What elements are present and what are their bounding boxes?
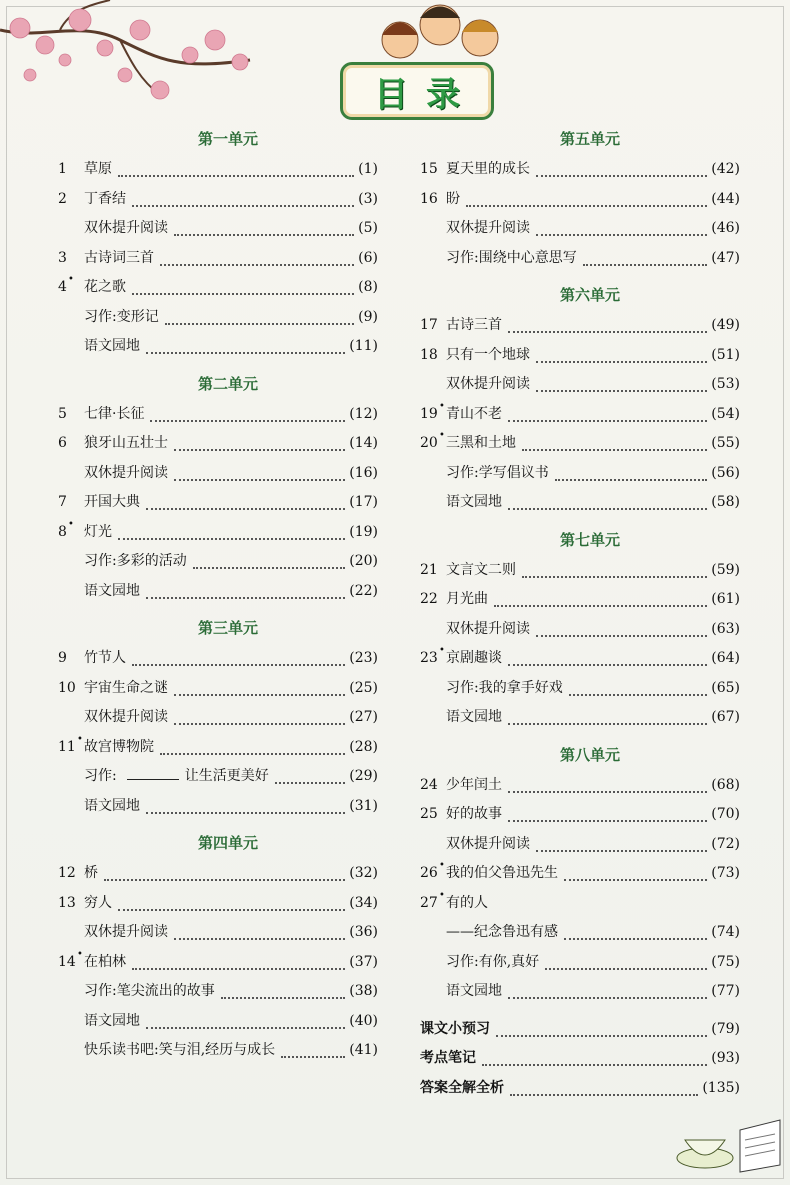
entry-title: 只有一个地球 — [446, 346, 530, 363]
toc-lesson-entry — [58, 188, 378, 212]
page-number: (42) — [711, 161, 740, 177]
toc-lesson-entry — [420, 588, 740, 612]
dot-leader — [146, 811, 345, 814]
dot-leader — [508, 722, 707, 725]
toc-appendix-entry — [420, 1047, 740, 1071]
toc-sub-entry — [58, 335, 378, 359]
optional-lesson-mark: • — [77, 733, 83, 745]
entry-title: 考点笔记 — [420, 1050, 476, 1066]
toc-sub-entry — [420, 373, 740, 397]
lesson-number — [58, 161, 84, 177]
dot-leader — [536, 389, 707, 392]
toc-lesson-entry — [420, 314, 740, 338]
entry-title: 双休提升阅读 — [446, 220, 530, 236]
teacup-book-illustration — [670, 1110, 785, 1180]
page-number: (8) — [358, 279, 378, 295]
toc-sub-entry — [58, 462, 378, 486]
entry-title: 穷人 — [84, 894, 112, 911]
entry-title: 语文园地 — [446, 983, 502, 999]
entry-title: 丁香结 — [84, 190, 126, 207]
entry-title: 好的故事 — [446, 806, 502, 822]
toc-lesson-entry — [58, 948, 378, 975]
toc-lesson-entry — [420, 889, 740, 916]
dot-leader — [174, 233, 354, 236]
page-number: (53) — [711, 376, 740, 392]
page-number: (49) — [711, 317, 740, 333]
toc-lesson-entry — [420, 400, 740, 427]
dot-leader — [508, 790, 707, 793]
lesson-number-text: 17 — [420, 317, 438, 333]
page-number: (36) — [349, 924, 378, 940]
entry-title: 双休提升阅读 — [446, 620, 530, 637]
cherry-blossom-illustration — [0, 0, 260, 120]
lesson-number-text: 23 — [420, 650, 438, 666]
lesson-number — [420, 889, 446, 911]
toc-lesson-entry — [58, 733, 378, 760]
toc-lesson-entry — [420, 559, 740, 583]
entry-title: 语文园地 — [84, 582, 140, 599]
dot-leader — [193, 566, 346, 569]
page-number: (68) — [711, 776, 740, 793]
toc-lesson-entry — [58, 158, 378, 182]
lesson-number — [58, 274, 84, 295]
dot-leader — [536, 174, 707, 177]
page-number: (59) — [711, 561, 740, 578]
lesson-number — [58, 518, 84, 540]
fill-in-blank — [127, 779, 179, 780]
toc-sub-entry — [58, 921, 378, 945]
dot-leader — [221, 996, 346, 999]
lesson-number — [420, 591, 446, 607]
lesson-number-text: 8 — [58, 523, 67, 540]
toc-lesson-entry — [58, 247, 378, 271]
entry-title: 狼牙山五壮士 — [84, 435, 168, 451]
optional-lesson-mark: • — [439, 889, 445, 901]
dot-leader — [494, 604, 707, 607]
entry-title: 古诗三首 — [446, 317, 502, 333]
page-number: (40) — [349, 1012, 378, 1029]
entry-title: 习作:多彩的活动 — [84, 553, 187, 569]
lesson-number-text: 9 — [58, 650, 67, 666]
entry-title: 盼 — [446, 190, 460, 207]
page-number: (54) — [711, 405, 740, 422]
dot-leader — [160, 752, 345, 755]
lesson-number — [420, 562, 446, 578]
page-number: (55) — [711, 435, 740, 451]
entry-title: 开国大典 — [84, 494, 140, 510]
dot-leader — [508, 330, 707, 333]
page-number: (9) — [358, 308, 378, 325]
dot-leader — [522, 575, 707, 578]
dot-leader — [508, 419, 707, 422]
dot-leader — [536, 634, 707, 637]
lesson-number-text: 6 — [58, 435, 67, 451]
entry-title: 习作:变形记 — [84, 308, 159, 325]
page-number: (28) — [349, 738, 378, 755]
page-number: (32) — [349, 865, 378, 881]
entry-title: 快乐读书吧:笑与泪,经历与成长 — [84, 1042, 276, 1058]
page-number: (75) — [711, 953, 740, 970]
page-number: (72) — [711, 835, 740, 852]
dot-leader — [146, 1026, 345, 1029]
page-number: (135) — [702, 1079, 740, 1096]
unit-heading: 第二单元 — [197, 374, 258, 393]
dot-leader — [555, 478, 708, 481]
toc-sub-entry — [58, 795, 378, 819]
lesson-number-text: 19 — [420, 405, 438, 422]
dot-leader — [132, 967, 345, 970]
dot-leader — [146, 507, 345, 510]
entry-title: 语文园地 — [446, 494, 502, 510]
entry-title: 习作: — [84, 768, 117, 784]
toc-sub-entry — [58, 765, 378, 789]
lesson-number-text: 12 — [58, 865, 76, 881]
entry-title: 语文园地 — [84, 1012, 140, 1029]
page-number: (34) — [349, 894, 378, 911]
dot-leader — [522, 448, 707, 451]
entry-title: 双休提升阅读 — [84, 464, 168, 481]
lesson-number-text: 3 — [58, 249, 67, 266]
toc-sub-entry — [420, 247, 740, 271]
lesson-number — [58, 865, 84, 881]
toc-lesson-entry — [58, 892, 378, 916]
toc-sub-entry — [420, 462, 740, 486]
page-number: (70) — [711, 806, 740, 822]
page-number: (93) — [711, 1050, 740, 1066]
entry-title: 月光曲 — [446, 591, 488, 607]
page-number: (16) — [349, 464, 378, 481]
entry-title: 习作:有你,真好 — [446, 953, 540, 970]
entry-title: 三黑和土地 — [446, 435, 516, 451]
lesson-number — [420, 806, 446, 822]
lesson-number — [420, 777, 446, 793]
optional-lesson-mark: • — [439, 645, 445, 656]
dot-leader — [174, 693, 345, 696]
lesson-number-text: 22 — [420, 591, 438, 607]
page-number: (3) — [358, 190, 378, 207]
lesson-number — [420, 860, 446, 881]
dot-leader — [174, 478, 345, 481]
lesson-number — [58, 895, 84, 911]
dot-leader — [545, 967, 707, 970]
entry-title: 青山不老 — [446, 405, 502, 422]
dot-leader — [118, 174, 354, 177]
lesson-number-text: 24 — [420, 776, 438, 793]
dot-leader — [132, 663, 345, 666]
lesson-number — [420, 400, 446, 422]
page-number: (79) — [711, 1020, 740, 1037]
lesson-number — [58, 406, 84, 422]
toc-lesson-entry — [58, 403, 378, 427]
toc-lesson-entry — [420, 158, 740, 182]
lesson-number-text: 14 — [58, 953, 76, 970]
toc-sub-entry — [420, 618, 740, 642]
lesson-number — [58, 435, 84, 451]
entry-title: 古诗词三首 — [84, 249, 154, 266]
entry-title: 故宫博物院 — [84, 738, 154, 755]
toc-sub-entry — [58, 1010, 378, 1034]
dot-leader — [466, 204, 707, 207]
toc-sub-entry — [58, 550, 378, 574]
page-number: (29) — [349, 768, 378, 784]
lesson-number-text: 5 — [58, 405, 67, 422]
dot-leader — [174, 937, 345, 940]
toc-lesson-entry — [420, 774, 740, 798]
toc-sub-entry — [420, 980, 740, 1004]
toc-sub-entry — [58, 980, 378, 1004]
lesson-number — [420, 317, 446, 333]
page-number: (61) — [711, 591, 740, 607]
dot-leader — [160, 263, 354, 266]
dot-leader — [482, 1063, 707, 1066]
entry-title: 我的伯父鲁迅先生 — [446, 865, 558, 881]
page-number: (51) — [711, 346, 740, 363]
page-number: (31) — [349, 797, 378, 814]
toc-sub-entry — [420, 921, 740, 945]
dot-leader — [146, 351, 345, 354]
toc-lesson-entry — [420, 862, 740, 886]
page-number: (63) — [711, 620, 740, 637]
page-number: (73) — [711, 865, 740, 881]
page-title: 目录 — [374, 74, 478, 115]
dot-leader — [564, 937, 707, 940]
lesson-number-text: 2 — [58, 190, 67, 207]
page-number: (20) — [349, 553, 378, 569]
dot-leader — [510, 1093, 698, 1096]
lesson-number — [420, 347, 446, 363]
lesson-number — [58, 733, 84, 755]
dot-leader — [146, 596, 345, 599]
unit-heading: 第八单元 — [559, 745, 620, 764]
optional-lesson-mark: • — [439, 400, 445, 412]
toc-appendix-entry — [420, 1018, 740, 1042]
page-number: (37) — [349, 953, 378, 970]
page-number: (67) — [711, 709, 740, 725]
unit-heading: 第一单元 — [197, 130, 258, 148]
entry-title: 京剧趣谈 — [446, 650, 502, 666]
entry-title: 答案全解全析 — [420, 1079, 504, 1096]
toc-lesson-entry — [58, 491, 378, 515]
entry-title: 双休提升阅读 — [84, 220, 168, 236]
entry-title: 语文园地 — [84, 797, 140, 814]
page-number: (58) — [711, 494, 740, 510]
entry-title: 双休提升阅读 — [84, 709, 168, 725]
page-number: (46) — [711, 220, 740, 236]
page-number: (11) — [349, 338, 378, 354]
entry-title: 语文园地 — [84, 338, 140, 354]
optional-lesson-mark: • — [77, 948, 83, 960]
page-number: (38) — [349, 983, 378, 999]
dot-leader — [104, 878, 345, 881]
optional-lesson-mark: • — [439, 860, 445, 871]
page-number: (56) — [711, 464, 740, 481]
entry-title: 灯光 — [84, 523, 112, 540]
toc-lesson-entry — [420, 647, 740, 671]
page-number: (27) — [349, 709, 378, 725]
toc-sub-entry — [420, 491, 740, 515]
optional-lesson-mark: • — [439, 430, 445, 441]
lesson-number — [58, 948, 84, 970]
lesson-number-text: 11 — [58, 738, 76, 755]
entry-title: 语文园地 — [446, 709, 502, 725]
toc-sub-entry — [420, 217, 740, 241]
toc-sub-entry — [420, 706, 740, 730]
dot-leader — [508, 819, 707, 822]
entry-title-suffix: 让生活更美好 — [184, 768, 269, 784]
dot-leader — [536, 360, 707, 363]
page-number: (12) — [349, 405, 378, 422]
page-number: (1) — [358, 161, 378, 177]
toc-sub-entry — [58, 217, 378, 241]
lesson-number-text: 7 — [58, 494, 67, 510]
toc-sub-entry — [420, 951, 740, 975]
toc-sub-entry — [58, 306, 378, 330]
toc-lesson-entry — [420, 803, 740, 827]
dot-leader — [174, 448, 345, 451]
page-number: (14) — [349, 435, 378, 451]
dot-leader — [564, 878, 707, 881]
toc-sub-entry — [420, 833, 740, 857]
unit-heading: 第三单元 — [197, 619, 258, 637]
toc-lesson-entry — [420, 432, 740, 456]
entry-title: 双休提升阅读 — [446, 835, 530, 852]
unit-heading: 第六单元 — [559, 286, 620, 304]
lesson-number-text: 27 — [420, 894, 438, 911]
entry-title: 习作:学写倡议书 — [446, 464, 549, 481]
lesson-number-text: 10 — [58, 679, 76, 696]
dot-leader — [508, 507, 707, 510]
entry-title: 少年闰土 — [446, 776, 502, 793]
lesson-number-text: 13 — [58, 894, 76, 911]
dot-leader — [118, 537, 345, 540]
dot-leader — [508, 996, 707, 999]
toc-appendix-entry — [420, 1077, 740, 1101]
toc-lesson-entry — [420, 344, 740, 368]
page-number: (6) — [358, 249, 378, 266]
entry-title: 课文小预习 — [420, 1020, 490, 1037]
dot-leader — [275, 781, 346, 784]
toc-lesson-entry — [58, 518, 378, 545]
unit-heading: 第七单元 — [559, 530, 620, 549]
page-number: (41) — [349, 1042, 378, 1058]
lesson-number-text: 16 — [420, 190, 438, 207]
entry-title: 夏天里的成长 — [446, 161, 530, 177]
lesson-number — [420, 430, 446, 451]
dot-leader — [496, 1034, 707, 1037]
dot-leader — [150, 419, 345, 422]
toc-lesson-entry — [58, 862, 378, 886]
dot-leader — [536, 849, 707, 852]
toc-sub-entry — [58, 580, 378, 604]
lesson-number-text: 21 — [420, 561, 438, 578]
dot-leader — [569, 693, 708, 696]
dot-leader — [583, 263, 708, 266]
page-number: (19) — [349, 523, 378, 540]
entry-title: 习作:围绕中心意思写 — [446, 249, 577, 266]
entry-title: 双休提升阅读 — [84, 924, 168, 940]
page-number: (65) — [711, 679, 740, 696]
page-number: (17) — [349, 494, 378, 510]
toc-lesson-entry — [420, 188, 740, 212]
lesson-number — [58, 250, 84, 266]
toc-lesson-entry — [58, 276, 378, 300]
page-number: (74) — [711, 924, 740, 940]
optional-lesson-mark: • — [68, 518, 74, 530]
unit-heading: 第四单元 — [197, 834, 258, 852]
lesson-number-text: 4 — [58, 279, 67, 295]
entry-title: 双休提升阅读 — [446, 376, 530, 392]
lesson-number — [58, 650, 84, 666]
dot-leader — [165, 322, 354, 325]
entry-title: 习作:我的拿手好戏 — [446, 679, 563, 696]
dot-leader — [281, 1055, 345, 1058]
dot-leader — [132, 292, 354, 295]
dot-leader — [508, 663, 707, 666]
lesson-number — [58, 191, 84, 207]
page-number: (77) — [711, 983, 740, 999]
dot-leader — [174, 722, 345, 725]
dot-leader — [118, 908, 345, 911]
toc-lesson-entry — [58, 647, 378, 671]
page-number: (64) — [711, 650, 740, 666]
page-number: (22) — [349, 582, 378, 599]
toc-sub-entry — [58, 706, 378, 730]
lesson-number-text: 20 — [420, 435, 438, 451]
toc-sub-entry — [420, 677, 740, 701]
entry-title: 习作:笔尖流出的故事 — [84, 983, 215, 999]
entry-title: 在柏林 — [84, 953, 126, 970]
entry-title: 桥 — [84, 865, 98, 881]
lesson-number-text: 15 — [420, 161, 438, 177]
entry-title: 文言文二则 — [446, 561, 516, 578]
toc-sub-entry — [58, 1039, 378, 1063]
page-number: (23) — [349, 650, 378, 666]
dot-leader — [536, 233, 707, 236]
lesson-number — [420, 191, 446, 207]
toc-title-plaque — [340, 62, 494, 120]
entry-title: 竹节人 — [84, 650, 126, 666]
dot-leader — [132, 204, 354, 207]
lesson-number-text: 1 — [58, 161, 67, 177]
entry-title: 宇宙生命之谜 — [84, 679, 168, 696]
entry-title: 花之歌 — [84, 279, 126, 295]
children-illustration — [370, 0, 520, 70]
page-number: (47) — [711, 249, 740, 266]
lesson-number-text: 26 — [420, 865, 438, 881]
page-number: (25) — [349, 679, 378, 696]
entry-title: 有的人 — [446, 894, 488, 911]
lesson-number-text: 18 — [420, 346, 438, 363]
entry-title: ——纪念鲁迅有感 — [446, 924, 558, 940]
page-number: (5) — [358, 220, 378, 236]
lesson-number — [58, 494, 84, 510]
unit-heading: 第五单元 — [559, 130, 620, 148]
toc-lesson-entry — [58, 677, 378, 701]
entry-title: 草原 — [84, 161, 112, 177]
page-number: (44) — [711, 190, 740, 207]
lesson-number — [420, 161, 446, 177]
lesson-number — [58, 680, 84, 696]
optional-lesson-mark: • — [68, 274, 74, 285]
lesson-number-text: 25 — [420, 806, 438, 822]
lesson-number — [420, 645, 446, 666]
toc-lesson-entry — [58, 432, 378, 456]
entry-title: 七律·长征 — [84, 405, 145, 422]
